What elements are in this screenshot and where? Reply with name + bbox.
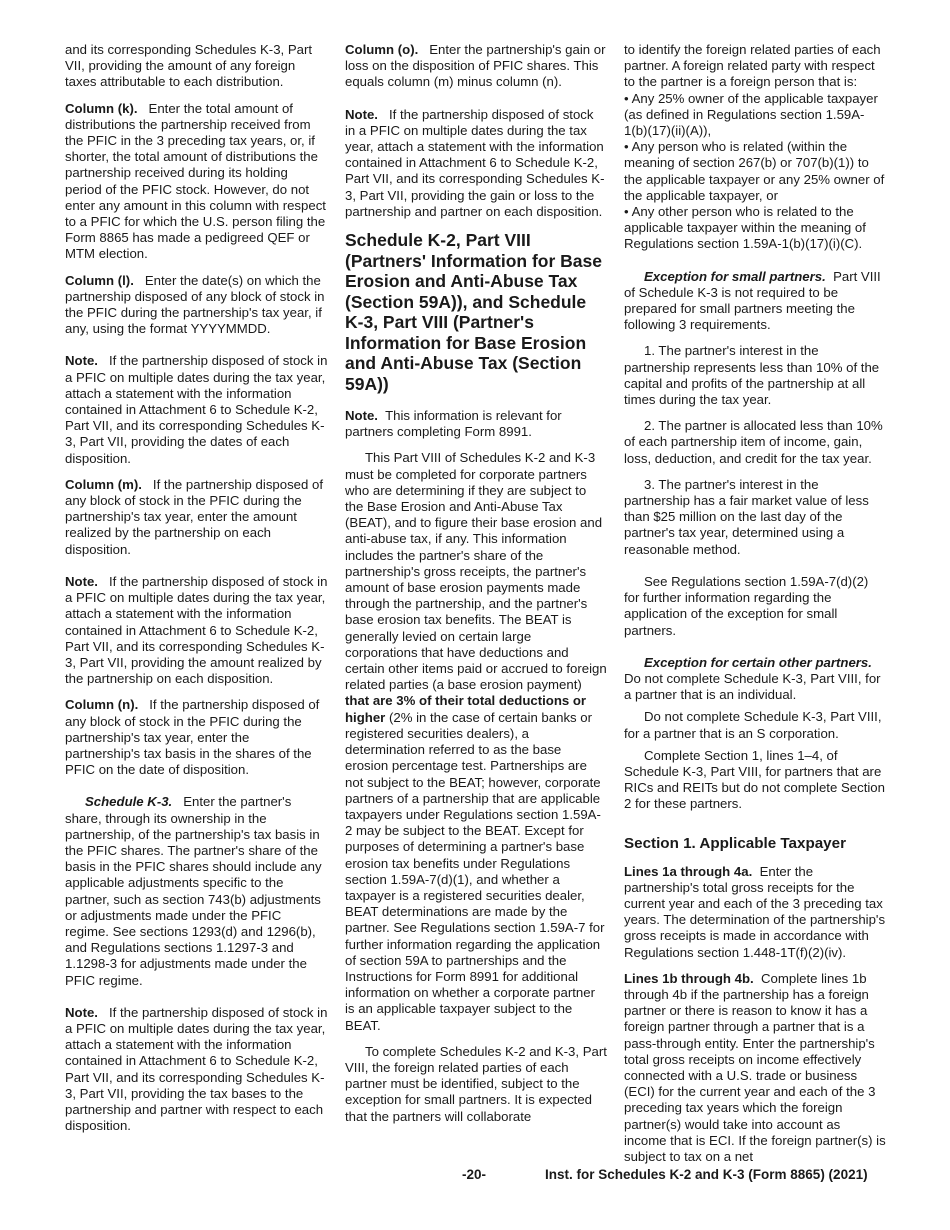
column-middle <box>345 42 607 1135</box>
requirement-2: 2. The partner is allocated less than 10% of each partnership item of income, gain, loss, deduction, and credit for the tax year. <box>624 418 883 466</box>
list-item: • Any other person who is related to the applicable taxpayer within the meaning of Regulations section 1.59A-1(b)(17)(i)(C). <box>624 204 866 252</box>
paragraph: See Regulations section 1.59A-7(d)(2) for further information regarding the application of the exception for small partners. <box>624 573 869 638</box>
paragraph: Complete Section 1, lines 1–4, of Schedule K-3, Part VIII, for partners that are RICs and REITs but do not complete Section 2 for these partners. <box>624 747 885 812</box>
term-column-l: Column (l). <box>65 272 134 288</box>
term-column-n: Column (n). <box>65 697 139 713</box>
section-heading: Schedule K-2, Part VIII (Partners' Information for Base Erosion and Anti-Abuse Tax (Section 59A)), and Schedule K-3, Part VIII (Partner's Information for Base Erosion and Anti-Abuse Tax (Section 59A)) <box>345 230 602 394</box>
note <box>65 574 328 687</box>
term-column-k: Column (k). <box>65 100 138 116</box>
list-item: • Any person who is related (within the meaning of section 267(b) or 707(b)(1)) to the applicable taxpayer or any 25% owner of the applicable taxpayer, or <box>624 139 885 203</box>
term-exception-small: Exception for small partners. <box>644 268 826 284</box>
note-label: Note. <box>65 1004 98 1020</box>
term-lines-1b: Lines 1b through 4b. <box>624 970 754 986</box>
paragraph: and its corresponding Schedules K-3, Part VII, providing the amount of any foreign taxes attributable to each distribution. <box>65 42 313 90</box>
note-label: Note. <box>65 353 98 369</box>
paragraph-column-o <box>345 42 607 91</box>
paragraph-lines-1b <box>624 971 886 1165</box>
paragraph-exception-small <box>624 269 886 334</box>
footer-title: Inst. for Schedules K-2 and K-3 (Form 8865) (2021) <box>545 1167 868 1182</box>
term-schedule-k3: Schedule K-3. <box>85 794 173 810</box>
text: Enter the date(s) on which the partnership disposed of any block of stock in the PFIC during the partnership's tax year, if any, using the format YYYYMMDD. <box>65 272 325 337</box>
paragraph-column-m <box>65 477 328 558</box>
column-right <box>624 42 886 1175</box>
text: If the partnership disposed of any block of stock in the PFIC during the partnership's tax year, enter the partnership's tax basis in the shares of the PFIC on the date of disposition. <box>65 697 320 778</box>
paragraph-lines-1a <box>624 864 886 961</box>
term-column-o: Column (o). <box>345 42 419 57</box>
page-number: -20- <box>462 1167 487 1182</box>
text: If the partnership disposed of stock in a PFIC on multiple dates during the tax year, attach a statement with the information contained in Attachment 6 to Schedule K-2, Part VII, and its corresponding Schedules K-3, Part VII, providing the dates of each disposition. <box>65 353 328 466</box>
text: If the partnership disposed of stock in a PFIC on multiple dates during the tax year, attach a statement with the information contained in Attachment 6 to Schedule K-2, Part VII, and its corresponding Schedules K-3, Part VII, providing the gain or loss to the partnership and partner on each disposition. <box>345 106 605 219</box>
list-item: • Any 25% owner of the applicable taxpayer (as defined in Regulations section 1.59A-1(b)(17)(ii)(A)), <box>624 90 878 139</box>
text: If the partnership disposed of stock in a PFIC on multiple dates during the tax year, attach a statement with the information contained in Attachment 6 to Schedule K-2, Part VII, and its corresponding Schedules K-3, Part VII, providing the amount realized by the partnership on each disposition. <box>65 573 328 687</box>
emphasis: that are 3% of their total deductions or higher <box>345 693 587 725</box>
text: (2% in the case of certain banks or registered securities dealers), a determination referred to as the base erosion percentage test. Partnerships are not subject to the BEAT; however, corporate partners of a partnership that are applicable taxpayers under Regulations section 1.59A-2 may be subject to the BEAT. Except for purposes of determining a partner's base erosion tax benefits under Regulations section 1.59A-7(d)(1), and whether a taxpayer is a registered securities dealer, BEAT determinations are made by the partner. See Regulations section 1.59A-7 for further information regarding the application of section 59A to partnerships and the Instructions for Form 8991 for additional information on whether a corporate partner is an applicable taxpayer subject to the BEAT. <box>345 709 605 1033</box>
paragraph: to identify the foreign related parties of each partner. A foreign related party with respect to the partner is a foreign person that is: <box>624 42 881 90</box>
paragraph-column-l <box>65 273 328 338</box>
text: Enter the partnership's total gross receipts for the current year and each of the 3 preceding tax years. The determination of the partnership's gross receipts is made in accordance with Regulations section 1.448-1T(f)(2)(iv). <box>624 863 886 960</box>
section-heading: Section 1. Applicable Taxpayer <box>624 834 846 852</box>
note-label: Note. <box>65 573 98 589</box>
text: Complete lines 1b through 4b if the partnership has a foreign partner or there is reason to know it has a foreign partner through a partner that is a pass-through entity. Enter the partnership's total gross receipts on income effectively connected with a U.S. trade or business (ECI) for the current year and each of the 3 preceding tax years which the foreign partner(s) would take into account as income that is ECI. If the foreign partner(s) is subject to tax on a net <box>624 970 886 1164</box>
paragraph-schedule-k3 <box>65 794 328 988</box>
column-left <box>65 42 328 1144</box>
text: If the partnership disposed of any block of stock in the PFIC during the partnership's tax year, enter the amount realized by the partnership on each disposition. <box>65 476 324 557</box>
text: This information is relevant for partners completing Form 8991. <box>345 408 562 440</box>
note <box>65 1005 328 1135</box>
term-exception-other: Exception for certain other partners. <box>644 654 872 670</box>
text: This Part VIII of Schedules K-2 and K-3 must be completed for corporate partners who are determining if they are subject to the Base Erosion and Anti-Abuse Tax (BEAT), and to figure their base erosion and anti-abuse tax, if any. This information includes the partner's share of the partnership's gross receipts, the partner's amount of base erosion payments made through the partnership, and the partner's base erosion tax benefits. The BEAT is generally levied on certain large corporations that have deductions and certain other items paid or accrued to foreign related parties (a base erosion payment) <box>345 450 607 693</box>
note-label: Note. <box>345 408 378 424</box>
paragraph-beat <box>345 450 607 1033</box>
requirement-1: 1. The partner's interest in the partnership represents less than 10% of the capital and profits of the partnership at all times during the tax year. <box>624 343 880 408</box>
paragraph: Do not complete Schedule K-3, Part VIII, for a partner that is an S corporation. <box>624 709 882 741</box>
bullet-list <box>624 91 886 253</box>
note <box>65 353 328 466</box>
paragraph-column-k <box>65 101 328 263</box>
term-column-m: Column (m). <box>65 476 142 492</box>
note <box>345 408 607 440</box>
text: If the partnership disposed of stock in a PFIC on multiple dates during the tax year, attach a statement with the information contained in Attachment 6 to Schedule K-2, Part VII, and its corresponding Schedules K-3, Part VII, providing the tax bases to the partnership and partner with respect to each disposition. <box>65 1004 328 1134</box>
requirement-3: 3. The partner's interest in the partnership has a fair market value of less than $25 million on the last day of the partner's tax year, determined using a reasonable method. <box>624 476 869 557</box>
text: Enter the partner's share, through its ownership in the partnership, of the partnership's tax basis in the PFIC shares. The partner's share of the basis in the PFIC shares should include any applicable adjustments specific to the partner, such as section 743(b) adjustments or adjustments made under the PFIC regime. See sections 1293(d) and 1296(b), and Regulations sections 1.1297-3 and 1.1298-3 for adjustments made under the PFIC regime. <box>65 794 322 988</box>
text: Part VIII of Schedule K-3 is not required to be prepared for small partners meeting the following 3 requirements. <box>624 268 881 333</box>
note <box>345 107 607 220</box>
text: Do not complete Schedule K-3, Part VIII, for a partner that is an individual. <box>624 670 881 703</box>
term-lines-1a: Lines 1a through 4a. <box>624 863 753 879</box>
text: Enter the partnership's gain or loss on the disposition of PFIC shares. This equals column (m) minus column (n). <box>345 42 606 90</box>
paragraph-column-n <box>65 697 328 778</box>
note-label: Note. <box>345 106 378 122</box>
paragraph: To complete Schedules K-2 and K-3, Part VIII, the foreign related parties of each partner must be identified, subject to the exception for small partners. It is expected that the partners will collaborate <box>345 1043 607 1124</box>
text: Enter the total amount of distributions the partnership received from the PFIC in the 3 preceding tax years, or, if shorter, the total amount of distributions the partnership received during its holding period of the PFIC stock. However, do not enter any amount in this column with respect to a PFIC for which the U.S. person filing the Form 8865 has made a pedigreed QEF or MTM election. <box>65 100 326 262</box>
paragraph-exception-other <box>624 655 886 704</box>
